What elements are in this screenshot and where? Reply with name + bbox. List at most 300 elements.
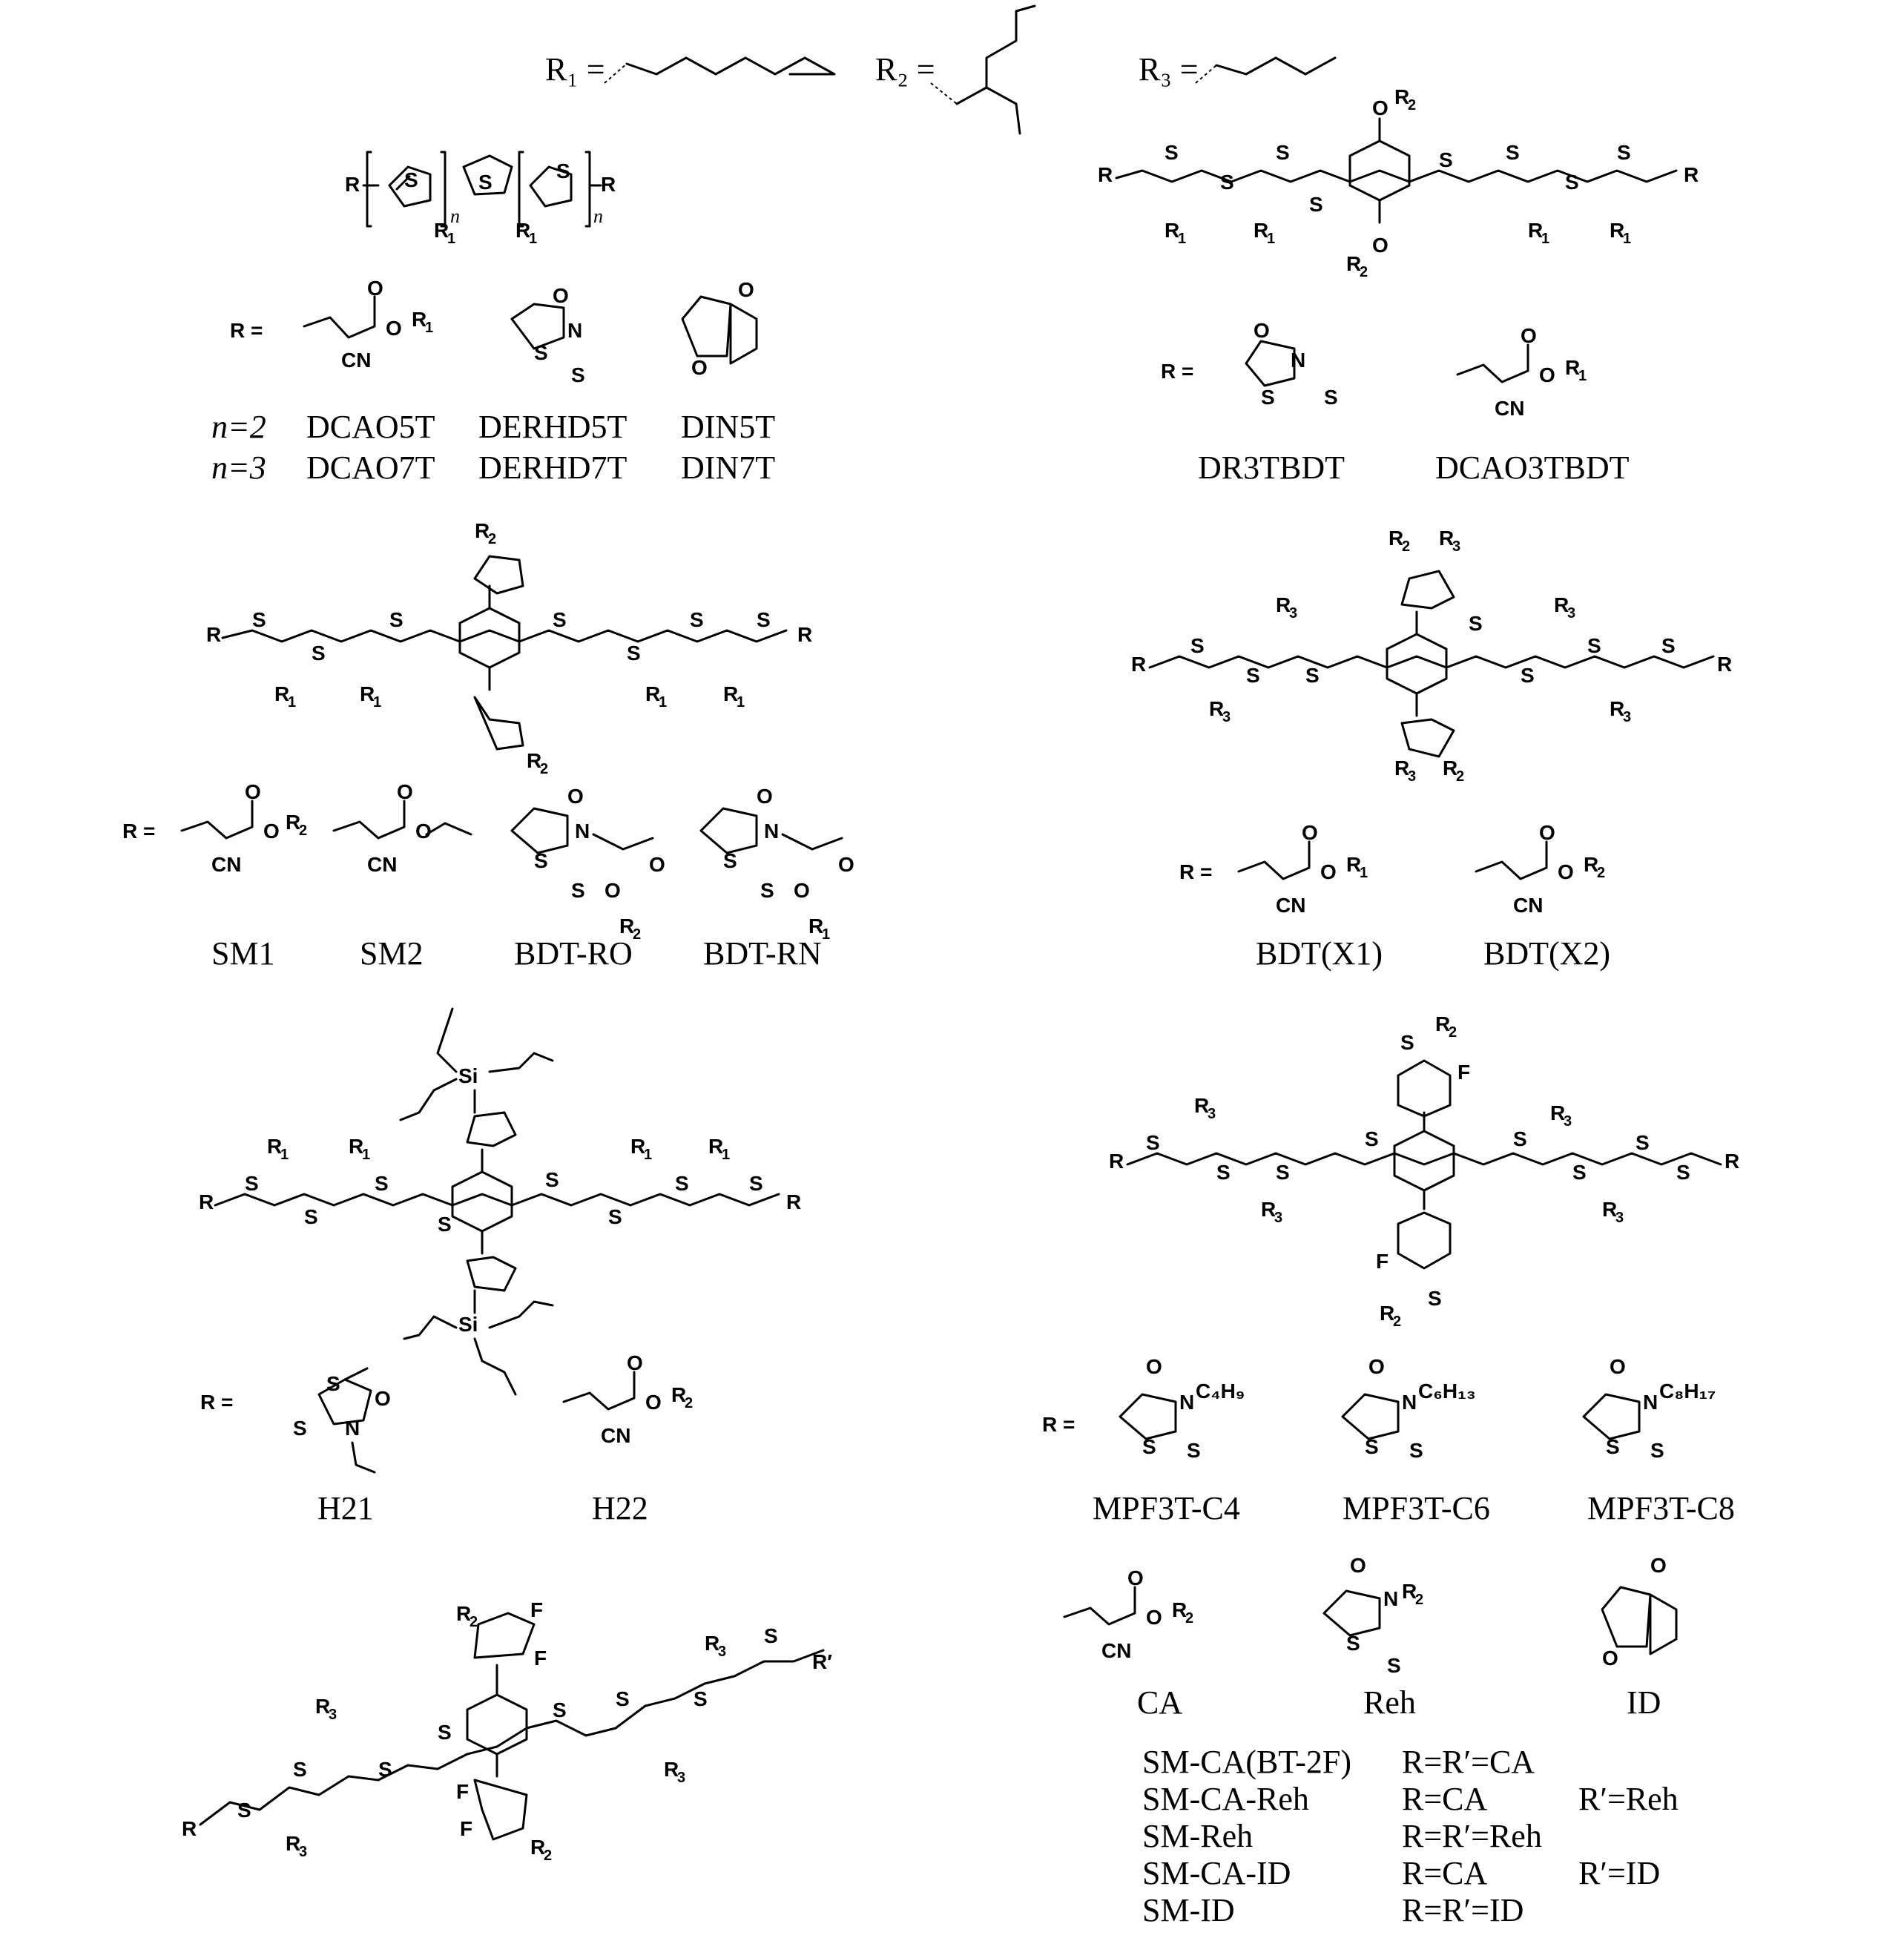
svg-text:S: S [545,1168,559,1191]
svg-text:1: 1 [822,926,831,943]
svg-text:R: R [630,1135,646,1158]
svg-text:R: R [1394,757,1410,780]
svg-text:R =: R = [1179,860,1213,883]
compound-name: SM1 [211,935,275,972]
svg-text:N: N [1643,1391,1658,1414]
svg-text:O: O [1372,234,1389,257]
svg-text:S: S [1587,634,1601,657]
svg-text:O: O [1602,1647,1618,1670]
svg-text:R: R [199,1190,214,1213]
end-group-definitions-panel6 [1042,1355,1716,1462]
svg-text:O: O [263,820,280,843]
svg-text:F: F [534,1647,547,1670]
svg-text:1: 1 [737,694,745,711]
svg-text:O: O [1610,1355,1626,1378]
panel-sm1 [122,519,854,972]
svg-text:N: N [764,820,780,843]
svg-text:F: F [1376,1250,1389,1273]
r1-definition-label: R₁ = [545,51,605,88]
svg-text:O: O [386,317,402,340]
end-group-name: CA [1137,1684,1183,1721]
svg-text:R: R [1402,1580,1417,1603]
svg-text:3: 3 [1222,709,1231,725]
panel-dr3tbdt [1098,85,1699,486]
svg-text:O: O [1302,821,1318,844]
svg-text:R: R [1346,853,1362,876]
svg-text:S: S [1661,634,1676,657]
svg-text:O: O [1127,1566,1144,1589]
svg-text:S: S [1324,386,1338,409]
svg-text:R: R [1098,163,1113,186]
svg-text:O: O [649,853,665,876]
svg-text:N: N [1179,1391,1195,1414]
svg-text:CN: CN [341,349,372,372]
svg-text:2: 2 [1415,1592,1424,1608]
svg-text:R′: R′ [812,1650,832,1673]
svg-text:O: O [1146,1355,1162,1378]
bdt-core-structure [182,1598,832,1864]
svg-text:1: 1 [373,694,382,711]
svg-text:R: R [1194,1094,1210,1117]
svg-text:S: S [1220,171,1234,194]
svg-text:N: N [567,319,583,342]
compound-name: H22 [592,1490,648,1526]
panel-h21 [199,1009,801,1526]
table-row [1142,1781,1679,1817]
svg-text:R′=Reh: R′=Reh [1578,1781,1679,1817]
svg-text:S: S [1146,1131,1160,1154]
svg-text:1: 1 [425,320,434,336]
svg-text:R: R [786,1190,802,1213]
svg-text:R =: R = [1042,1413,1075,1436]
compound-name: DCAO7T [306,449,435,486]
svg-text:N: N [575,820,590,843]
svg-text:R: R [286,1832,301,1855]
svg-text:S: S [694,1687,708,1710]
svg-text:O: O [1539,821,1555,844]
svg-text:2: 2 [1456,768,1465,785]
svg-text:S: S [749,1172,763,1195]
r2-definition-label: R₂ = [875,51,935,88]
svg-text:S: S [723,849,737,872]
svg-text:O: O [605,879,621,902]
svg-text:S: S [556,159,570,182]
svg-text:3: 3 [1452,538,1461,555]
svg-text:R: R [1131,653,1147,676]
svg-text:S: S [1469,612,1483,635]
svg-text:O: O [1558,860,1574,883]
svg-text:S: S [760,879,774,902]
panel-mpf3t [1042,1012,1739,1526]
svg-text:O: O [1320,860,1337,883]
svg-text:O: O [627,1351,643,1374]
svg-text:R: R [1565,356,1581,379]
bdt-core-structure [206,519,812,777]
svg-text:S: S [553,608,567,631]
svg-text:3: 3 [1623,709,1632,725]
svg-text:S: S [1506,141,1520,164]
bdt-core-structure [1131,527,1732,785]
svg-text:1: 1 [722,1147,731,1163]
svg-text:R: R [808,915,824,937]
svg-text:R: R [412,308,427,331]
svg-text:1: 1 [1623,231,1632,247]
compound-name: DCAO5T [306,409,435,445]
svg-text:N: N [1383,1587,1399,1610]
svg-text:O: O [375,1387,391,1410]
svg-text:SM-CA-ID: SM-CA-ID [1142,1855,1291,1891]
svg-text:3: 3 [1208,1106,1216,1122]
svg-text:S: S [1276,141,1290,164]
panel-bdt-x [1131,527,1732,972]
svg-text:R: R [708,1135,724,1158]
compound-name: DIN7T [681,449,776,486]
svg-text:O: O [1146,1606,1162,1629]
svg-text:2: 2 [470,1614,478,1630]
r-end-left: R [345,173,360,196]
svg-text:O: O [1368,1355,1385,1378]
bdt-core-structure [1109,1012,1739,1330]
svg-text:R: R [1439,527,1455,550]
svg-text:CN: CN [211,853,242,876]
svg-text:S: S [438,1721,452,1744]
svg-text:N: N [1402,1391,1417,1414]
svg-text:S: S [571,363,585,386]
svg-text:O: O [645,1391,662,1414]
svg-text:Si: Si [458,1313,478,1336]
svg-text:S: S [690,608,704,631]
svg-text:O: O [691,356,708,379]
svg-text:2: 2 [544,1848,553,1864]
svg-text:S: S [1521,664,1535,687]
svg-text:R: R [1610,697,1625,720]
svg-text:R =: R = [200,1391,234,1414]
svg-text:O: O [1372,96,1389,119]
svg-text:S: S [534,849,548,872]
svg-text:3: 3 [1564,1113,1572,1130]
svg-text:S: S [1216,1161,1231,1184]
svg-text:CN: CN [1276,894,1306,917]
svg-text:CN: CN [1101,1639,1132,1662]
svg-text:S: S [1400,1031,1414,1054]
svg-text:R: R [723,682,739,705]
svg-text:1: 1 [529,231,538,247]
svg-text:3: 3 [1615,1210,1624,1226]
svg-text:R: R [1435,1012,1451,1035]
svg-text:CN: CN [1495,397,1525,420]
svg-text:R: R [1380,1302,1395,1325]
svg-text:R: R [1554,593,1569,616]
svg-text:R: R [182,1817,197,1840]
svg-text:S: S [404,168,418,191]
svg-text:R: R [1602,1198,1618,1221]
svg-text:S: S [389,608,403,631]
svg-text:R: R [530,1836,546,1859]
svg-text:O: O [794,879,810,902]
svg-text:CN: CN [1513,894,1544,917]
compound-name: DR3TBDT [1198,449,1345,486]
svg-text:R: R [1261,1198,1277,1221]
svg-text:R: R [1109,1150,1124,1173]
svg-text:S: S [304,1205,318,1228]
svg-text:3: 3 [677,1770,686,1786]
svg-text:S: S [1428,1287,1442,1310]
svg-text:3: 3 [718,1644,727,1660]
svg-text:S: S [478,171,493,194]
svg-text:N: N [345,1417,360,1440]
svg-text:R: R [1276,593,1291,616]
svg-text:2: 2 [540,761,549,777]
svg-text:n: n [593,205,603,227]
svg-text:F: F [456,1780,470,1803]
svg-text:O: O [1350,1554,1366,1577]
svg-text:R=R′=Reh: R=R′=Reh [1402,1818,1542,1854]
compound-name: MPF3T-C8 [1587,1490,1735,1526]
svg-text:R: R [515,219,531,242]
svg-text:3: 3 [1274,1210,1283,1226]
svg-text:S: S [1565,171,1579,194]
bdt-core-structure [1098,85,1699,280]
svg-text:R: R [1684,163,1699,186]
svg-text:R: R [1584,853,1599,876]
svg-text:R: R [1254,219,1269,242]
svg-text:1: 1 [1578,368,1587,384]
substituent-r3 [1139,51,1335,88]
svg-text:O: O [838,853,854,876]
bdt-core-structure [199,1009,801,1394]
table-row [1142,1855,1660,1891]
svg-text:S: S [1635,1131,1650,1154]
svg-text:SM-ID: SM-ID [1142,1892,1235,1928]
svg-text:C₈H₁₇: C₈H₁₇ [1659,1380,1716,1403]
svg-text:CN: CN [367,853,398,876]
compound-name: DCAO3TBDT [1435,449,1630,486]
svg-text:O: O [567,785,584,808]
svg-text:S: S [1365,1127,1379,1150]
svg-text:S: S [553,1698,567,1721]
svg-text:S: S [312,642,326,665]
svg-text:R: R [1528,219,1544,242]
end-group-definitions-panel5 [200,1351,693,1472]
svg-text:R: R [1717,653,1733,676]
svg-text:R: R [456,1602,472,1625]
end-group-definitions-panel2 [1161,319,1587,420]
svg-text:2: 2 [488,531,497,547]
svg-text:2: 2 [1393,1314,1402,1330]
panel-sm-ca [182,1554,1679,1928]
svg-text:C₄H₉: C₄H₉ [1196,1380,1245,1403]
svg-text:R=CA: R=CA [1402,1855,1488,1891]
svg-text:2: 2 [685,1395,694,1411]
svg-text:R: R [286,811,301,834]
svg-text:1: 1 [1360,865,1368,881]
svg-text:N: N [1291,349,1306,372]
svg-text:C₆H₁₃: C₆H₁₃ [1418,1380,1476,1403]
svg-text:R: R [349,1135,364,1158]
svg-text:R=R′=CA: R=R′=CA [1402,1744,1535,1780]
svg-text:O: O [1650,1554,1667,1577]
svg-text:S: S [245,1172,259,1195]
svg-text:R: R [267,1135,283,1158]
svg-text:S: S [438,1213,452,1236]
svg-text:S: S [675,1172,689,1195]
svg-text:3: 3 [1289,605,1298,622]
r3-definition-label: R₃ = [1139,51,1199,88]
svg-text:O: O [1254,319,1270,342]
svg-text:Si: Si [458,1064,478,1087]
svg-text:R: R [1550,1101,1566,1124]
svg-text:1: 1 [280,1147,289,1163]
svg-text:CN: CN [601,1424,631,1447]
svg-text:S: S [1606,1435,1620,1458]
svg-text:R: R [1172,1598,1187,1621]
svg-text:R: R [274,682,290,705]
compound-name: DIN5T [681,409,776,445]
svg-text:S: S [326,1372,340,1395]
svg-text:O: O [415,820,432,843]
svg-text:S: S [1439,148,1453,171]
table-row [1142,1744,1535,1780]
compound-table [1142,1744,1679,1928]
n3-label: n=3 [211,449,266,486]
svg-text:S: S [1346,1632,1360,1655]
svg-text:S: S [1650,1439,1664,1462]
svg-text:n: n [450,205,460,227]
svg-text:S: S [1187,1439,1201,1462]
compound-name: DERHD7T [478,449,627,486]
svg-text:1: 1 [659,694,668,711]
svg-text:3: 3 [299,1844,308,1860]
svg-text:S: S [616,1687,630,1710]
svg-text:O: O [553,284,569,307]
svg-text:S: S [757,608,771,631]
svg-text:2: 2 [1408,97,1417,113]
svg-text:2: 2 [1185,1610,1194,1627]
svg-text:S: S [375,1172,389,1195]
svg-text:R: R [1165,219,1180,242]
n2-label: n=2 [211,409,266,445]
compound-name: BDT-RN [703,935,822,972]
svg-text:1: 1 [362,1147,371,1163]
svg-text:R: R [1209,697,1225,720]
compound-name: SM2 [360,935,424,972]
svg-text:3: 3 [1567,605,1576,622]
svg-text:S: S [237,1799,251,1822]
svg-text:R: R [797,623,813,646]
panel-oligothiophene [211,152,775,486]
svg-text:S: S [293,1417,307,1440]
svg-text:F: F [1457,1061,1471,1084]
svg-text:O: O [1539,363,1555,386]
svg-text:S: S [764,1624,778,1647]
svg-text:S: S [378,1758,392,1781]
svg-text:1: 1 [1541,231,1550,247]
svg-text:2: 2 [1449,1024,1457,1041]
svg-text:O: O [367,277,383,300]
svg-text:SM-CA(BT-2F): SM-CA(BT-2F) [1142,1744,1351,1780]
svg-text:S: S [1513,1127,1527,1150]
end-group-definitions-panel1 [230,277,757,386]
svg-text:S: S [293,1758,307,1781]
svg-text:O: O [245,780,261,803]
end-group-definitions-panel4 [1179,821,1605,917]
svg-text:2: 2 [1360,264,1368,280]
svg-text:R=CA: R=CA [1402,1781,1488,1817]
svg-text:R =: R = [122,820,156,843]
end-group-name: Reh [1363,1684,1416,1721]
svg-text:R: R [645,682,661,705]
svg-text:R: R [705,1632,720,1655]
svg-text:S: S [1246,664,1260,687]
svg-text:R: R [1610,219,1625,242]
svg-text:S: S [627,642,641,665]
table-row [1142,1818,1542,1854]
svg-text:R: R [434,219,449,242]
end-group-definitions-panel7 [1064,1554,1676,1677]
svg-text:3: 3 [329,1707,337,1723]
svg-text:S: S [1617,141,1631,164]
svg-text:R =: R = [1161,360,1194,383]
svg-text:2: 2 [633,926,642,943]
svg-text:1: 1 [644,1147,653,1163]
svg-text:S: S [1572,1161,1587,1184]
svg-text:SM-Reh: SM-Reh [1142,1818,1254,1854]
svg-text:F: F [460,1817,473,1840]
svg-text:F: F [530,1598,544,1621]
svg-text:R: R [671,1383,687,1406]
svg-text:R: R [1389,527,1404,550]
end-group-name: ID [1627,1684,1661,1721]
svg-text:S: S [1305,664,1320,687]
compound-name: BDT(X2) [1483,935,1611,972]
svg-text:2: 2 [1597,865,1606,881]
svg-text:R: R [664,1758,679,1781]
svg-text:R: R [527,749,542,772]
svg-text:S: S [1142,1435,1156,1458]
svg-text:S: S [1387,1654,1401,1677]
svg-text:S: S [1190,634,1205,657]
svg-text:R: R [1443,757,1458,780]
svg-text:R: R [475,519,490,542]
substituent-r1 [545,51,834,88]
svg-text:S: S [1365,1435,1379,1458]
svg-text:R: R [1394,85,1410,108]
svg-text:R: R [206,623,222,646]
svg-text:R: R [315,1695,331,1718]
compound-name: BDT-RO [514,935,633,972]
svg-text:S: S [1409,1439,1423,1462]
compound-name: BDT(X1) [1256,935,1383,972]
svg-text:R=R′=ID: R=R′=ID [1402,1892,1524,1928]
svg-text:S: S [252,608,266,631]
svg-text:O: O [757,785,773,808]
oligothiophene-backbone [345,152,616,247]
compound-name: MPF3T-C6 [1343,1490,1490,1526]
svg-text:S: S [534,341,548,364]
svg-text:S: S [571,879,585,902]
svg-text:S: S [1309,193,1323,216]
svg-text:S: S [1676,1161,1690,1184]
svg-text:R: R [1346,252,1362,275]
svg-text:R′=ID: R′=ID [1578,1855,1661,1891]
svg-text:1: 1 [447,231,456,247]
svg-text:S: S [608,1205,622,1228]
svg-text:SM-CA-Reh: SM-CA-Reh [1142,1781,1309,1817]
svg-text:1: 1 [288,694,297,711]
svg-text:1: 1 [1267,231,1276,247]
svg-text:S: S [1165,141,1179,164]
svg-text:R: R [1725,1150,1740,1173]
